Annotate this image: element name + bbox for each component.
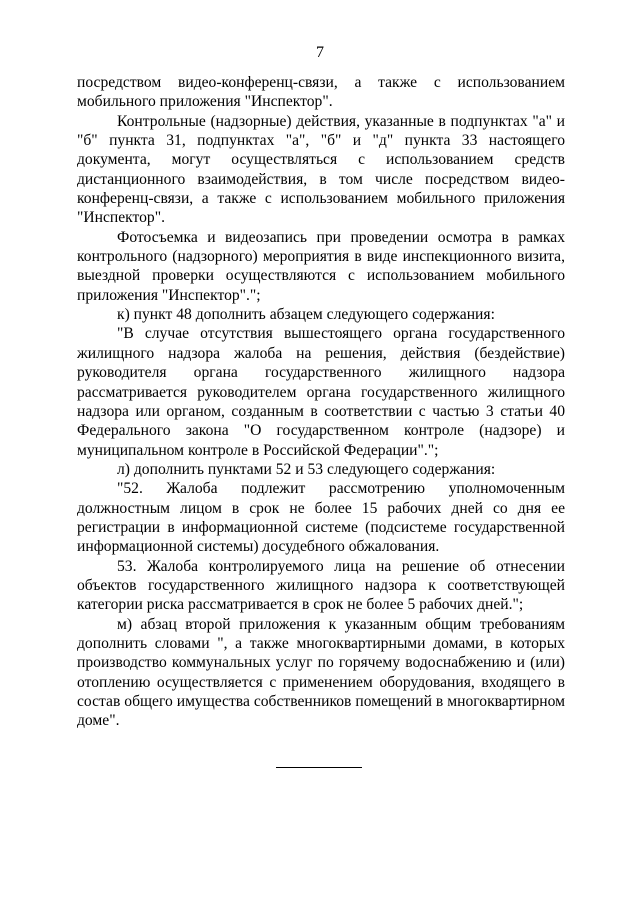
paragraph-item-m: м) абзац второй приложения к указанным общим требованиям дополнить словами ", а также многоквартирными домами, в которых производство коммунальных услуг по горячему водоснабжению и (или) отоплению осуществляется с применением оборудования, входящего в состав общего имущества собственников помещений в многоквартирном доме". — [77, 615, 565, 730]
end-of-document-rule — [276, 767, 362, 768]
page-number: 7 — [316, 44, 324, 61]
paragraph-item-k: к) пункт 48 дополнить абзацем следующего содержания: — [117, 306, 495, 324]
paragraph-point-52: "52. Жалоба подлежит рассмотрению уполномоченным должностным лицом в срок не более 15 рабочих дней со дня ее регистрации в информационной системе (подсистеме государственной информационной системы) досудебного обжалования. — [77, 480, 565, 556]
paragraph-point-53: 53. Жалоба контролируемого лица на решение об отнесении объектов государственного жилищного надзора к соответствующей категории риска рассматривается в срок не более 5 рабочих дней."; — [77, 557, 565, 614]
paragraph-photo-video: Фотосъемка и видеозапись при проведении осмотра в рамках контрольного (надзорного) мероприятия в виде инспекционного визита, выездной проверки осуществляются с использованием мобильного приложения "Инспектор"."; — [77, 228, 565, 304]
paragraph-item-l: л) дополнить пунктами 52 и 53 следующего содержания: — [117, 460, 496, 478]
paragraph-control-actions: Контрольные (надзорные) действия, указанные в подпунктах "а" и "б" пункта 31, подпунктах "а", "б" и "д" пункта 33 настоящего документа, могут осуществляться с использованием средств дистанционного взаимодействия, в том числе посредством видео-конференц-связи, а также с использованием мобильного приложения "Инспектор". — [77, 112, 565, 227]
document-body — [77, 73, 565, 731]
paragraph-continuation: посредством видео-конференц-связи, а также с использованием мобильного приложения "Инспектор". — [77, 74, 565, 111]
paragraph-complaint-absence: "В случае отсутствия вышестоящего органа государственного жилищного надзора жалоба на решения, действия (бездействие) руководителя органа государственного жилищного надзора рассматривается руководителем органа государственного жилищного надзора или органом, созданным в соответствии с частью 3 статьи 40 Федерального закона "О государственном контроле (надзоре) и муниципальном контроле в Российской Федерации"."; — [77, 325, 565, 459]
